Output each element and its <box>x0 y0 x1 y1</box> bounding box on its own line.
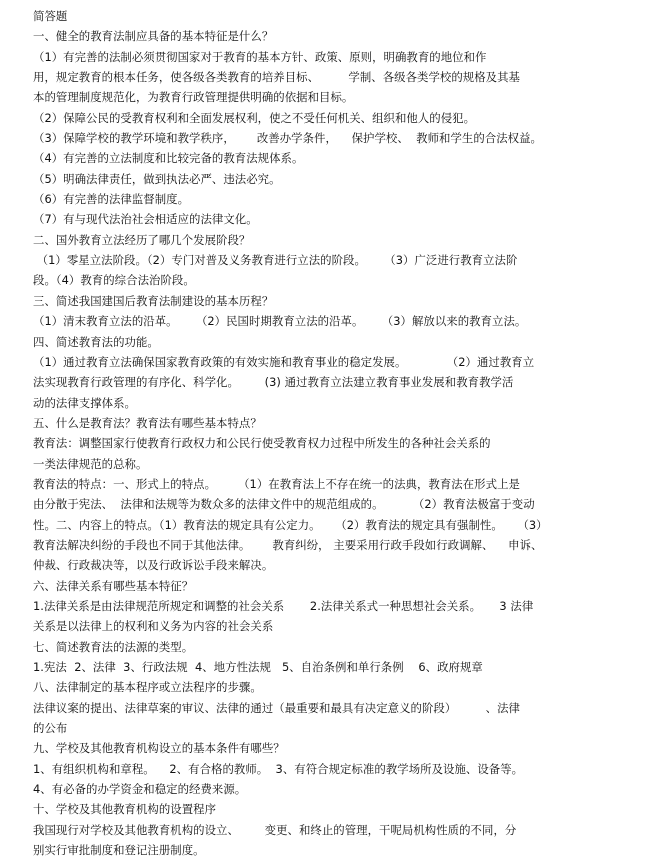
question-heading: 十、学校及其他教育机构的设置程序 <box>33 802 217 817</box>
answer-line: （5）明确法律责任，做到执法必严、违法必究。 <box>33 171 281 186</box>
answer-line: 性。二、内容上的特点。（1）教育法的规定具有公定力。 （2）教育法的规定具有强制性。 （3） <box>33 517 548 532</box>
section-title: 简答题 <box>33 9 68 23</box>
answer-line: （6）有完善的法律监督制度。 <box>33 192 190 207</box>
answer-line: （1）通过教育立法确保国家教育政策的有效实施和教育事业的稳定发展。 （2）通过教育立 <box>33 354 535 369</box>
question-heading: 八、法律制定的基本程序或立法程序的步骤。 <box>33 680 262 695</box>
question-heading: 一、健全的教育法制应具备的基本特征是什么？ <box>33 29 274 44</box>
answer-line: 由分散于宪法、 法律和法规等为数众多的法律文件中的规范组成的。 （2）教育法极富于变动 <box>33 497 535 512</box>
answer-line: 教育法：调整国家行使教育行政权力和公民行使受教育权力过程中所发生的各种社会关系的 <box>33 436 491 451</box>
answer-line: 别实行审批制度和登记注册制度。 <box>33 843 205 858</box>
answer-line: （4）有完善的立法制度和比较完备的教育法规体系。 <box>33 151 304 166</box>
answer-line: 1.宪法 2、法律 3、行政法规 4、地方性法规 5、自治条例和单行条例 6、政府规章 <box>33 660 483 674</box>
answer-line: 段。（4）教育的综合法治阶段。 <box>33 273 195 288</box>
answer-line: 动的法律支撑体系。 <box>33 395 136 410</box>
answer-line: （3）保障学校的教学环境和教学秩序， 改善办学条件， 保护学校、 教师和学生的合法权益。 <box>33 131 542 146</box>
question-heading: 六、法律关系有哪些基本特征？ <box>33 578 194 593</box>
answer-line: 法律议案的提出、法律草案的审议、法律的通过（最重要和最具有决定意义的阶段） 、法律 <box>33 700 520 715</box>
answer-line: 仲裁、行政裁决等，以及行政诉讼手段来解决。 <box>33 558 274 573</box>
answer-line: 本的管理制度规范化，为教育行政管理提供明确的依据和目标。 <box>33 90 354 105</box>
answer-line: 用，规定教育的根本任务，使各级各类教育的培养目标、 学制、各级各类学校的规格及其基 <box>33 70 520 85</box>
question-heading: 二、国外教育立法经历了哪几个发展阶段？ <box>33 232 251 247</box>
answer-line: 1.法律关系是由法律规范所规定和调整的社会关系 2.法律关系式一种思想社会关系。 3 法律 <box>33 598 534 613</box>
answer-line: 我国现行对学校及其他教育机构的设立、 变更、和终止的管理，干呢局机构性质的不同，分 <box>33 822 517 837</box>
answer-line: 教育法的特点：一、形式上的特点。 （1）在教育法上不存在统一的法典，教育法在形式上是 <box>33 476 520 491</box>
question-heading: 九、学校及其他教育机构设立的基本条件有哪些？ <box>33 741 285 756</box>
question-heading: 三、简述我国建国后教育法制建设的基本历程？ <box>33 293 274 308</box>
answer-line: 4、有必备的办学资金和稳定的经费来源。 <box>33 782 247 797</box>
answer-line: 关系是以法律上的权利和义务为内容的社会关系 <box>33 619 274 634</box>
answer-line: （1）清末教育立法的沿革。 （2）民国时期教育立法的沿革。 （3）解放以来的教育立法。 <box>33 314 527 329</box>
answer-line: 1、有组织机构和章程。 2、有合格的教师。 3、有符合规定标准的教学场所及设施、设备等。 <box>33 761 524 776</box>
question-heading: 五、什么是教育法？教育法有哪些基本特点？ <box>33 415 262 430</box>
answer-line: 一类法律规范的总称。 <box>33 456 148 471</box>
answer-line: （7）有与现代法治社会相适应的法律文化。 <box>33 212 258 227</box>
question-heading: 七、简述教育法的法源的类型。 <box>33 639 194 654</box>
answer-line: 教育法解决纠纷的手段也不同于其他法律。 教育纠纷， 主要采用行政手段如行政调解、 申诉、 <box>33 537 543 552</box>
question-heading: 四、简述教育法的功能。 <box>33 334 159 349</box>
answer-line: （1）零星立法阶段。（2）专门对普及义务教育进行立法的阶段。 （3）广泛进行教育立法阶 <box>33 253 518 268</box>
answer-line: 的公布 <box>33 721 68 736</box>
answer-line: （2）保障公民的受教育权利和全面发展权利，使之不受任何机关、组织和他人的侵犯。 <box>33 110 476 125</box>
answer-line: 法实现教育行政管理的有序化、科学化。 (3) 通过教育立法建立教育事业发展和教育教学活 <box>33 375 514 390</box>
answer-line: （1）有完善的法制必须贯彻国家对于教育的基本方针、政策、原则，明确教育的地位和作 <box>33 49 487 64</box>
